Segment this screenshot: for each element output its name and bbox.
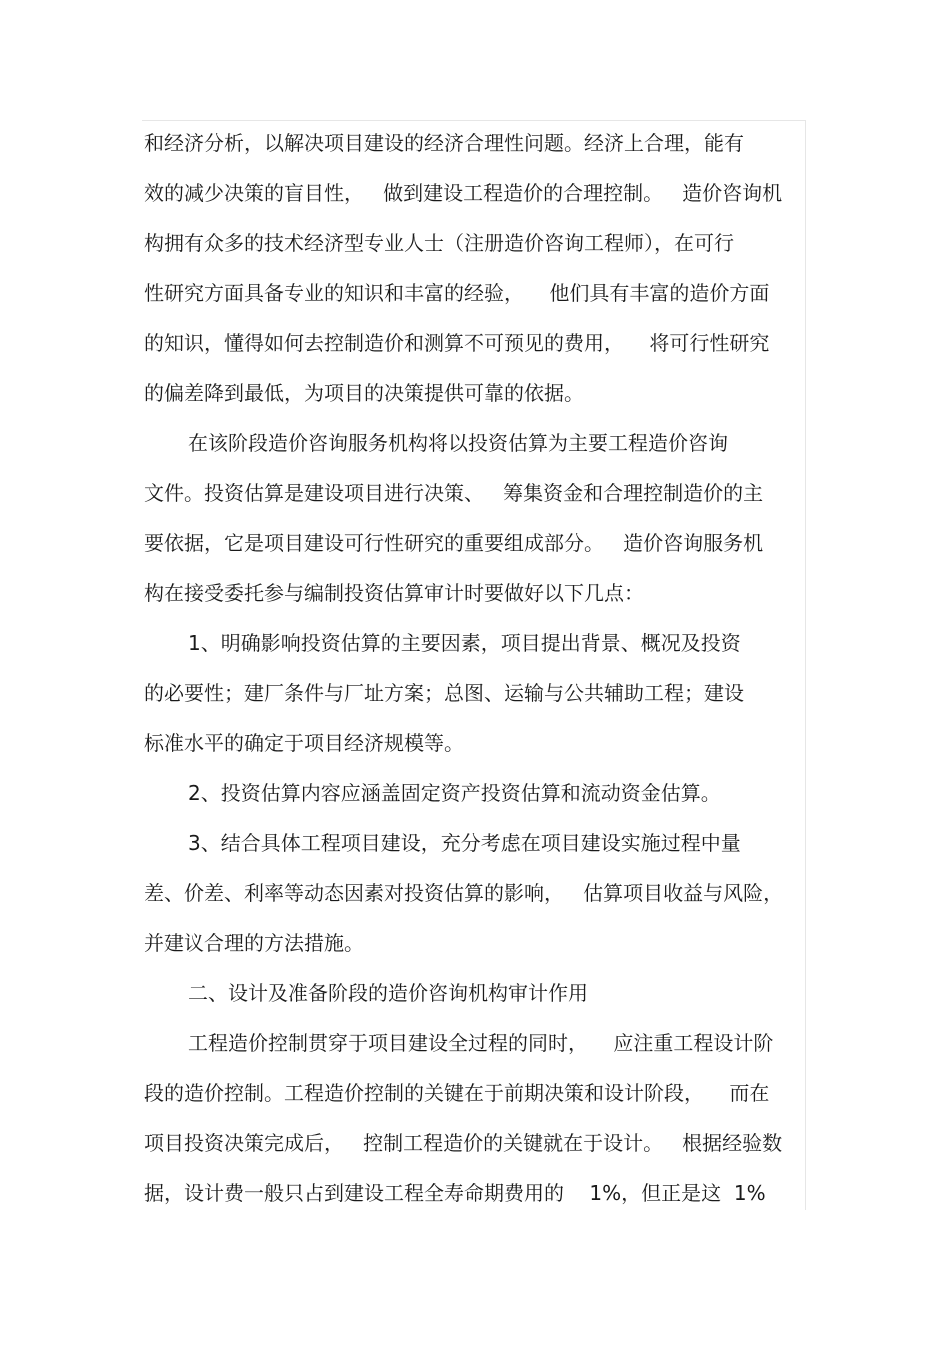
text-line: 据，设计费一般只占到建设工程全寿命期费用的 1%，但正是这 1% <box>144 1181 766 1205</box>
text-line: 的必要性；建厂条件与厂址方案；总图、运输与公共辅助工程；建设 <box>144 681 744 705</box>
text-line: 标准水平的确定于项目经济规模等。 <box>144 731 464 755</box>
text-line: 项目投资决策完成后， 控制工程造价的关键就在于设计。 根据经验数 <box>144 1131 783 1155</box>
text-line: 工程造价控制贯穿于项目建设全过程的同时， 应注重工程设计阶 <box>188 1031 774 1055</box>
text-line: 文件。投资估算是建设项目进行决策、 筹集资金和合理控制造价的主 <box>144 481 764 505</box>
text-line: 2、投资估算内容应涵盖固定资产投资估算和流动资金估算。 <box>188 781 721 805</box>
text-line: 效的减少决策的盲目性， 做到建设工程造价的合理控制。 造价咨询机 <box>144 181 783 205</box>
text-line: 构拥有众多的技术经济型专业人士（注册造价咨询工程师），在可行 <box>144 231 734 255</box>
text-line: 性研究方面具备专业的知识和丰富的经验， 他们具有丰富的造价方面 <box>144 281 770 305</box>
text-line: 要依据，它是项目建设可行性研究的重要组成部分。 造价咨询服务机 <box>144 531 764 555</box>
text-line: 1、明确影响投资估算的主要因素，项目提出背景、概况及投资 <box>188 631 741 655</box>
text-line: 3、结合具体工程项目建设，充分考虑在项目建设实施过程中量 <box>188 831 741 855</box>
text-line: 构在接受委托参与编制投资估算审计时要做好以下几点： <box>144 581 644 605</box>
text-line: 在该阶段造价咨询服务机构将以投资估算为主要工程造价咨询 <box>188 431 728 455</box>
text-line: 差、价差、利率等动态因素对投资估算的影响， 估算项目收益与风险， <box>144 881 784 905</box>
text-line: 的知识，懂得如何去控制造价和测算不可预见的费用， 将可行性研究 <box>144 331 770 355</box>
text-line: 的偏差降到最低，为项目的决策提供可靠的依据。 <box>144 381 584 405</box>
text-line: 和经济分析，以解决项目建设的经济合理性问题。经济上合理，能有 <box>144 131 744 155</box>
document-body <box>144 118 804 1218</box>
text-line: 二、设计及准备阶段的造价咨询机构审计作用 <box>188 981 588 1005</box>
text-line: 并建议合理的方法措施。 <box>144 931 364 955</box>
text-line: 段的造价控制。工程造价控制的关键在于前期决策和设计阶段， 而在 <box>144 1081 770 1105</box>
